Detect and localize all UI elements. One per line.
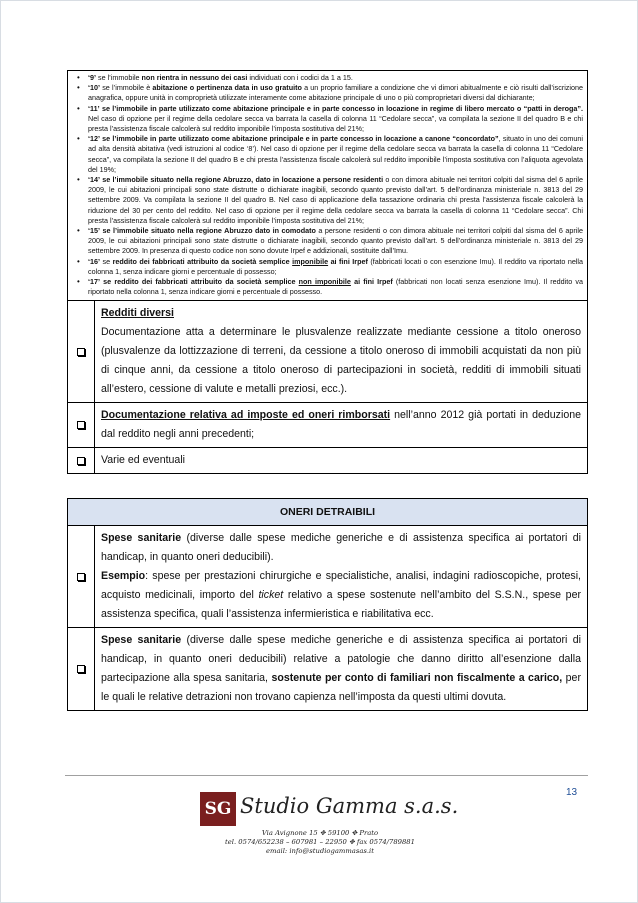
checkbox-icon: [77, 665, 85, 673]
spese-sanitarie-checkbox-2[interactable]: [68, 628, 95, 711]
spese-sanitarie-cell-1: Spese sanitarie (diverse dalle spese mediche generiche e di assistenza specifica ai portatori di handicap, in quanto oneri deducibili). Esempio: spese per prestazioni chirurgiche e specialistiche, analisi, indagini radioscopiche, protesi, acquisto medicinali, importo del ticket relativo a spese sostenute nell’ambito del S.S.N., spese per assistenza specifica, quali l’assistenza infermieristica e riabilitativa ecc.: [95, 526, 588, 628]
spese-sanitarie-row-2: [68, 628, 588, 711]
checkbox-icon: [77, 573, 85, 581]
spese-sanitarie-row-1: [68, 526, 588, 628]
varie-cell: [95, 448, 588, 474]
code-item-9: • ‘9’ se l’immobile non rientra in nessuno dei casi individuati con i codici da 1 a 15.: [74, 73, 583, 83]
codes-list: [74, 73, 583, 297]
bullet-list-row: [68, 71, 588, 301]
code-item-12: • ‘12’ se l’immobile in parte utilizzato come abitazione principale e in parte concesso in locazione a canone “concordato”, situato in uno dei comuni ad alta densità abitativa (vedi istruzioni al codice ‘8’). Nel caso di opzione per il regime della cedolare secca va barrata la casella di colonna 11 “Cedolare secca”, va compilata la sezione II del quadro B e chi presta l’assistenza fiscale calcolerà sul reddito imponibile l’imposta sostitutiva con l’aliquota agevolata del 19%;: [74, 134, 583, 175]
footer-divider: [65, 775, 588, 776]
code-item-17: • ‘17’ se reddito dei fabbricati attribuito da società semplice non imponibile ai fini Irpef (fabbricati non locati senza esenzione Imu). Il reddito va riportato nella colonna 1, senza indicare giorni e percentuale di possesso.: [74, 277, 583, 297]
company-address: [210, 829, 430, 856]
oneri-header: ONERI DETRAIBILI: [68, 499, 588, 526]
rimborsati-cell: [95, 403, 588, 448]
checkbox-icon: [77, 457, 85, 465]
rimborsati-title: Documentazione relativa ad imposte ed oneri rimborsati: [101, 409, 391, 422]
rimborsati-checkbox[interactable]: [68, 403, 95, 448]
company-logo: [200, 790, 459, 830]
checkbox-icon: [77, 421, 85, 429]
email-line: email: info@studiogammasas.it: [266, 847, 374, 855]
redditi-diversi-checkbox[interactable]: [68, 301, 95, 403]
oneri-header-row: [68, 499, 588, 526]
address-line: Via Avignone 15 ✥ 59100 ✥ Prato: [261, 829, 379, 837]
page-number: 13: [566, 787, 578, 798]
spese-sanitarie-cell-2: Spese sanitarie (diverse dalle spese mediche generiche e di assistenza specifica ai portatori di handicap, in quanto oneri deducibili) relative a patologie che danno diritto all’esenzione dalla partecipazione alla spesa sanitaria, sostenute per conto di familiari non fiscalmente a carico, per le quali le relative detrazioni non trovano capienza nell’imposta da questi ultimi dovuta.: [95, 628, 588, 711]
redditi-diversi-cell: [95, 301, 588, 403]
logo-name: Studio Gamma s.a.s.: [240, 794, 459, 818]
redditi-diversi-row: [68, 301, 588, 403]
spese-sanitarie-checkbox-1[interactable]: [68, 526, 95, 628]
document-table: [67, 70, 588, 711]
logo-mark: SG: [200, 792, 236, 826]
varie-row: [68, 448, 588, 474]
redditi-diversi-text: Documentazione atta a determinare le plusvalenze realizzate mediante cessione a titolo oneroso (plusvalenze da lottizzazione di terreni, da cessione a titolo oneroso di immobili acquistati da non più di cinque anni, da cessione a titolo oneroso di partecipazioni in società, redditi di immobili situati all’estero, cessione di valute e metalli preziosi, ecc.).: [101, 326, 581, 396]
phone-line: tel. 0574/652238 – 607981 – 22950 ✥ fax 0574/789881: [225, 838, 415, 846]
redditi-diversi-title: Redditi diversi: [101, 307, 174, 320]
code-item-10: • ‘10’ se l’immobile è abitazione o pertinenza data in uso gratuito a un proprio familiare a condizione che vi dimori abitualmente e ciò risulti dall’iscrizione anagrafica, oppure unità in comproprietà utilizzate interamente come abitazione principale di uno o più comproprietari diversi dal dichiarante;: [74, 83, 583, 103]
varie-text: Varie ed eventuali: [101, 454, 186, 467]
varie-checkbox[interactable]: [68, 448, 95, 474]
checkbox-icon: [77, 348, 85, 356]
rimborsati-text: nell’anno 2012 già portati in deduzione dal reddito negli anni precedenti;: [101, 409, 581, 441]
code-item-16: • ‘16’ se reddito dei fabbricati attribuito da società semplice imponibile ai fini Irpef (fabbricati locati o con esenzione Imu). Il reddito va riportato nella colonna 1, senza indicare giorni e percentuale di possesso;: [74, 257, 583, 277]
code-item-15: • ‘15’ se l’immobile situato nella regione Abruzzo dato in comodato a persone residenti o con dimora abituale nei territori colpiti dal sisma del 6 aprile 2009, le cui abitazioni principali sono state distrutte o dichiarate inagibili, secondo quanto previsto dall’art. 5 dell’ordinanza ministeriale n. 3813 del 29 settembre 2009. In presenza di questo codice non sono dovute Irpef e addizionali, sostituite dall’Imu.: [74, 226, 583, 257]
bullet-list-cell: [68, 71, 588, 301]
spacer-row: [68, 474, 588, 499]
code-item-11: • ‘11’ se l’immobile in parte utilizzato come abitazione principale e in parte concesso in locazione in regime di libero mercato o “patti in deroga”. Nel caso di opzione per il regime della cedolare secca va barrata la casella di colonna 11 “Cedolare secca”, va compilata la sezione II del quadro B e chi presta l’assistenza fiscale calcolerà sul reddito imponibile l’imposta sostitutiva del 21%;: [74, 104, 583, 135]
code-item-14: • ‘14’ se l’immobile situato nella regione Abruzzo, dato in locazione a persone residenti o con dimora abituale nei territori colpiti dal sisma del 6 aprile 2009, le cui abitazioni principali sono state distrutte o dichiarate inagibili, secondo quanto previsto dall’art. 5 dell’ordinanza ministeriale n. 3813 del 29 settembre 2009. Va compilata la sezione II del quadro B. Nel caso di applicazione della tassazione ordinaria chi presta l’assistenza fiscale calcolerà la riduzione del 30 per cento del reddito. Nel caso di opzione per il regime della cedolare secca va barrata la casella di colonna 11 “Cedolare secca”. Chi presta l’assistenza fiscale calcolerà sul reddito imponibile l’imposta sostitutiva del 21%;: [74, 175, 583, 226]
rimborsati-row: [68, 403, 588, 448]
